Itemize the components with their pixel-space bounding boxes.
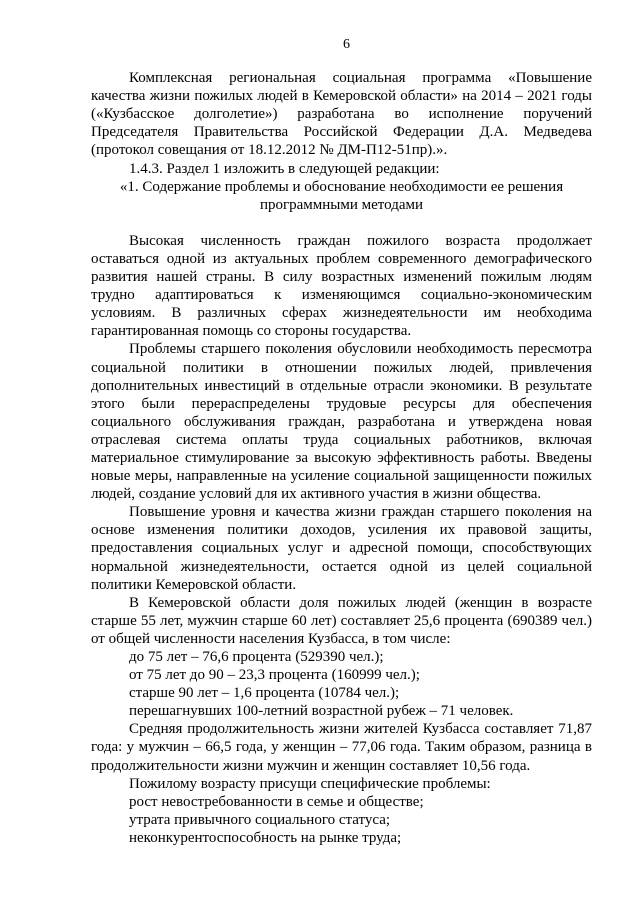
paragraph-quality-of-life: Повышение уровня и качества жизни граждан старшего поколения на основе изменения политики доходов, усиления их правовой защиты, предоставления социальных услуг и адресной помощи, способствующих нормальной жизнедеятельности, остается одной из целей социальной политики Кемеровской области. xyxy=(91,504,592,593)
list-item-75-to-90: от 75 лет до 90 – 23,3 процента (160999 чел.); xyxy=(129,667,420,684)
page-number: 6 xyxy=(343,37,350,52)
paragraph-section-edit: 1.4.3. Раздел 1 изложить в следующей редакции: xyxy=(129,160,440,177)
list-item-competitiveness: неконкурентоспособность на рынке труда; xyxy=(129,829,402,846)
paragraph-statistics: В Кемеровской области доля пожилых людей (женщин в возрасте старше 55 лет, мужчин старше 60 лет) составляет 25,6 процента (690389 чел.) от общей численности населения Кузбасса, в том числе: xyxy=(91,594,592,647)
paragraph-problems: Проблемы старшего поколения обусловили необходимость пересмотра социальной политики в отношении пожилых людей, привлечения дополнительных инвестиций в отдельные отрасли экономики. В результате этого были перераспределены трудовые ресурсы для обеспечения социального обслуживания граждан, разработана и утверждена новая отраслевая система оплаты труда социальных работников, включая материальное стимулирование за высокую эффективность работы. Введены новые меры, направленные на усиление социальной защищенности пожилых людей, создание условий для их активного участия в жизни общества. xyxy=(91,341,592,503)
paragraph-life-expectancy: Средняя продолжительность жизни жителей Кузбасса составляет 71,87 года: у мужчин – 66,5 года, у женщин – 77,06 года. Таким образом, разница в продолжительности жизни мужчин и женщин составляет 10,56 года. xyxy=(91,721,592,774)
list-item-demand: рост невостребованности в семье и обществе; xyxy=(129,793,424,810)
section-heading: «1. Содержание проблемы и обоснование необходимости ее решения программными методами xyxy=(119,178,564,213)
paragraph-specific-problems: Пожилому возрасту присущи специфические проблемы: xyxy=(129,775,491,792)
paragraph-program-intro: Комплексная региональная социальная программа «Повышение качества жизни пожилых людей в Кемеровской области» на 2014 – 2021 годы («Кузбасское долголетие») разработана во исполнение поручений Председателя Правительства Российской Федерации Д.А. Медведева (протокол совещания от 18.12.2012 № ДМ-П12-51пр).». xyxy=(91,70,592,159)
list-item-under-75: до 75 лет – 76,6 процента (529390 чел.); xyxy=(129,649,384,665)
list-item-status: утрата привычного социального статуса; xyxy=(129,811,391,828)
list-item-over-100: перешагнувших 100-летний возрастной рубеж – 71 человек. xyxy=(129,703,514,720)
list-item-over-90: старше 90 лет – 1,6 процента (10784 чел.); xyxy=(129,685,400,702)
paragraph-elderly-population: Высокая численность граждан пожилого возраста продолжает оставаться одной из актуальных проблем современного демографического развития нашей страны. В силу возрастных изменений пожилым людям трудно адаптироваться к изменяющимся социально-экономическим условиям. В различных сферах жизнедеятельности им необходима гарантированная помощь со стороны государства. xyxy=(91,232,592,340)
